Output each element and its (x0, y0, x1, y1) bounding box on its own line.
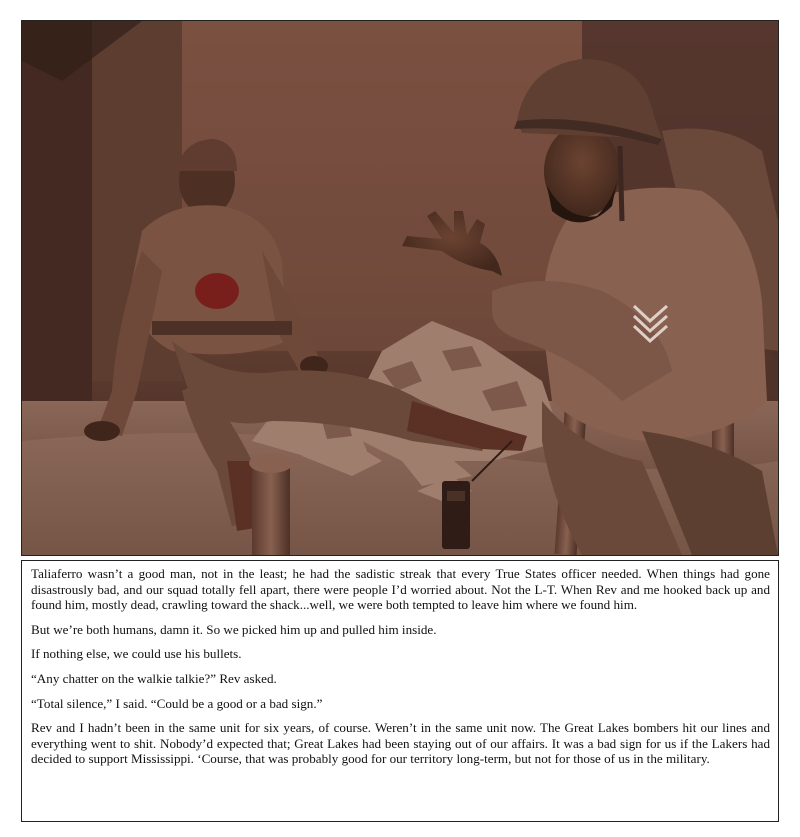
caption-paragraph: Rev and I hadn’t been in the same unit for six years, of course. Weren’t in the same unit now. The Great Lakes bombers hit our lines and everything went to shit. Nobody’d expected that; Great Lakes had been staying out of our affairs. It was a bad sign for us if the Lakers had decided to support Mississippi. ‘Course, that was probably good for our territory long-term, but not for those of us in the military. (31, 720, 770, 767)
caption-paragraph: “Any chatter on the walkie talkie?” Rev asked. (31, 670, 277, 686)
scene-soldiers-in-shack (22, 21, 778, 555)
narration-caption-box (21, 560, 779, 822)
caption-paragraph: But we’re both humans, damn it. So we picked him up and pulled him inside. (31, 621, 437, 637)
caption-paragraph: Taliaferro wasn’t a good man, not in the least; he had the sadistic streak that every True States officer needed. When things had gone disastrously bad, and our squad totally fell apart, there were people I’d worried about. Not the L-T. When Rev and me hooked back up and found him, mostly dead, crawling toward the shack...well, we were both tempted to leave him where we found him. (31, 566, 770, 613)
caption-paragraph: “Total silence,” I said. “Could be a good or a bad sign.” (31, 695, 323, 711)
caption-paragraph: If nothing else, we could use his bullets. (31, 646, 242, 662)
comic-panel-illustration (21, 20, 779, 556)
